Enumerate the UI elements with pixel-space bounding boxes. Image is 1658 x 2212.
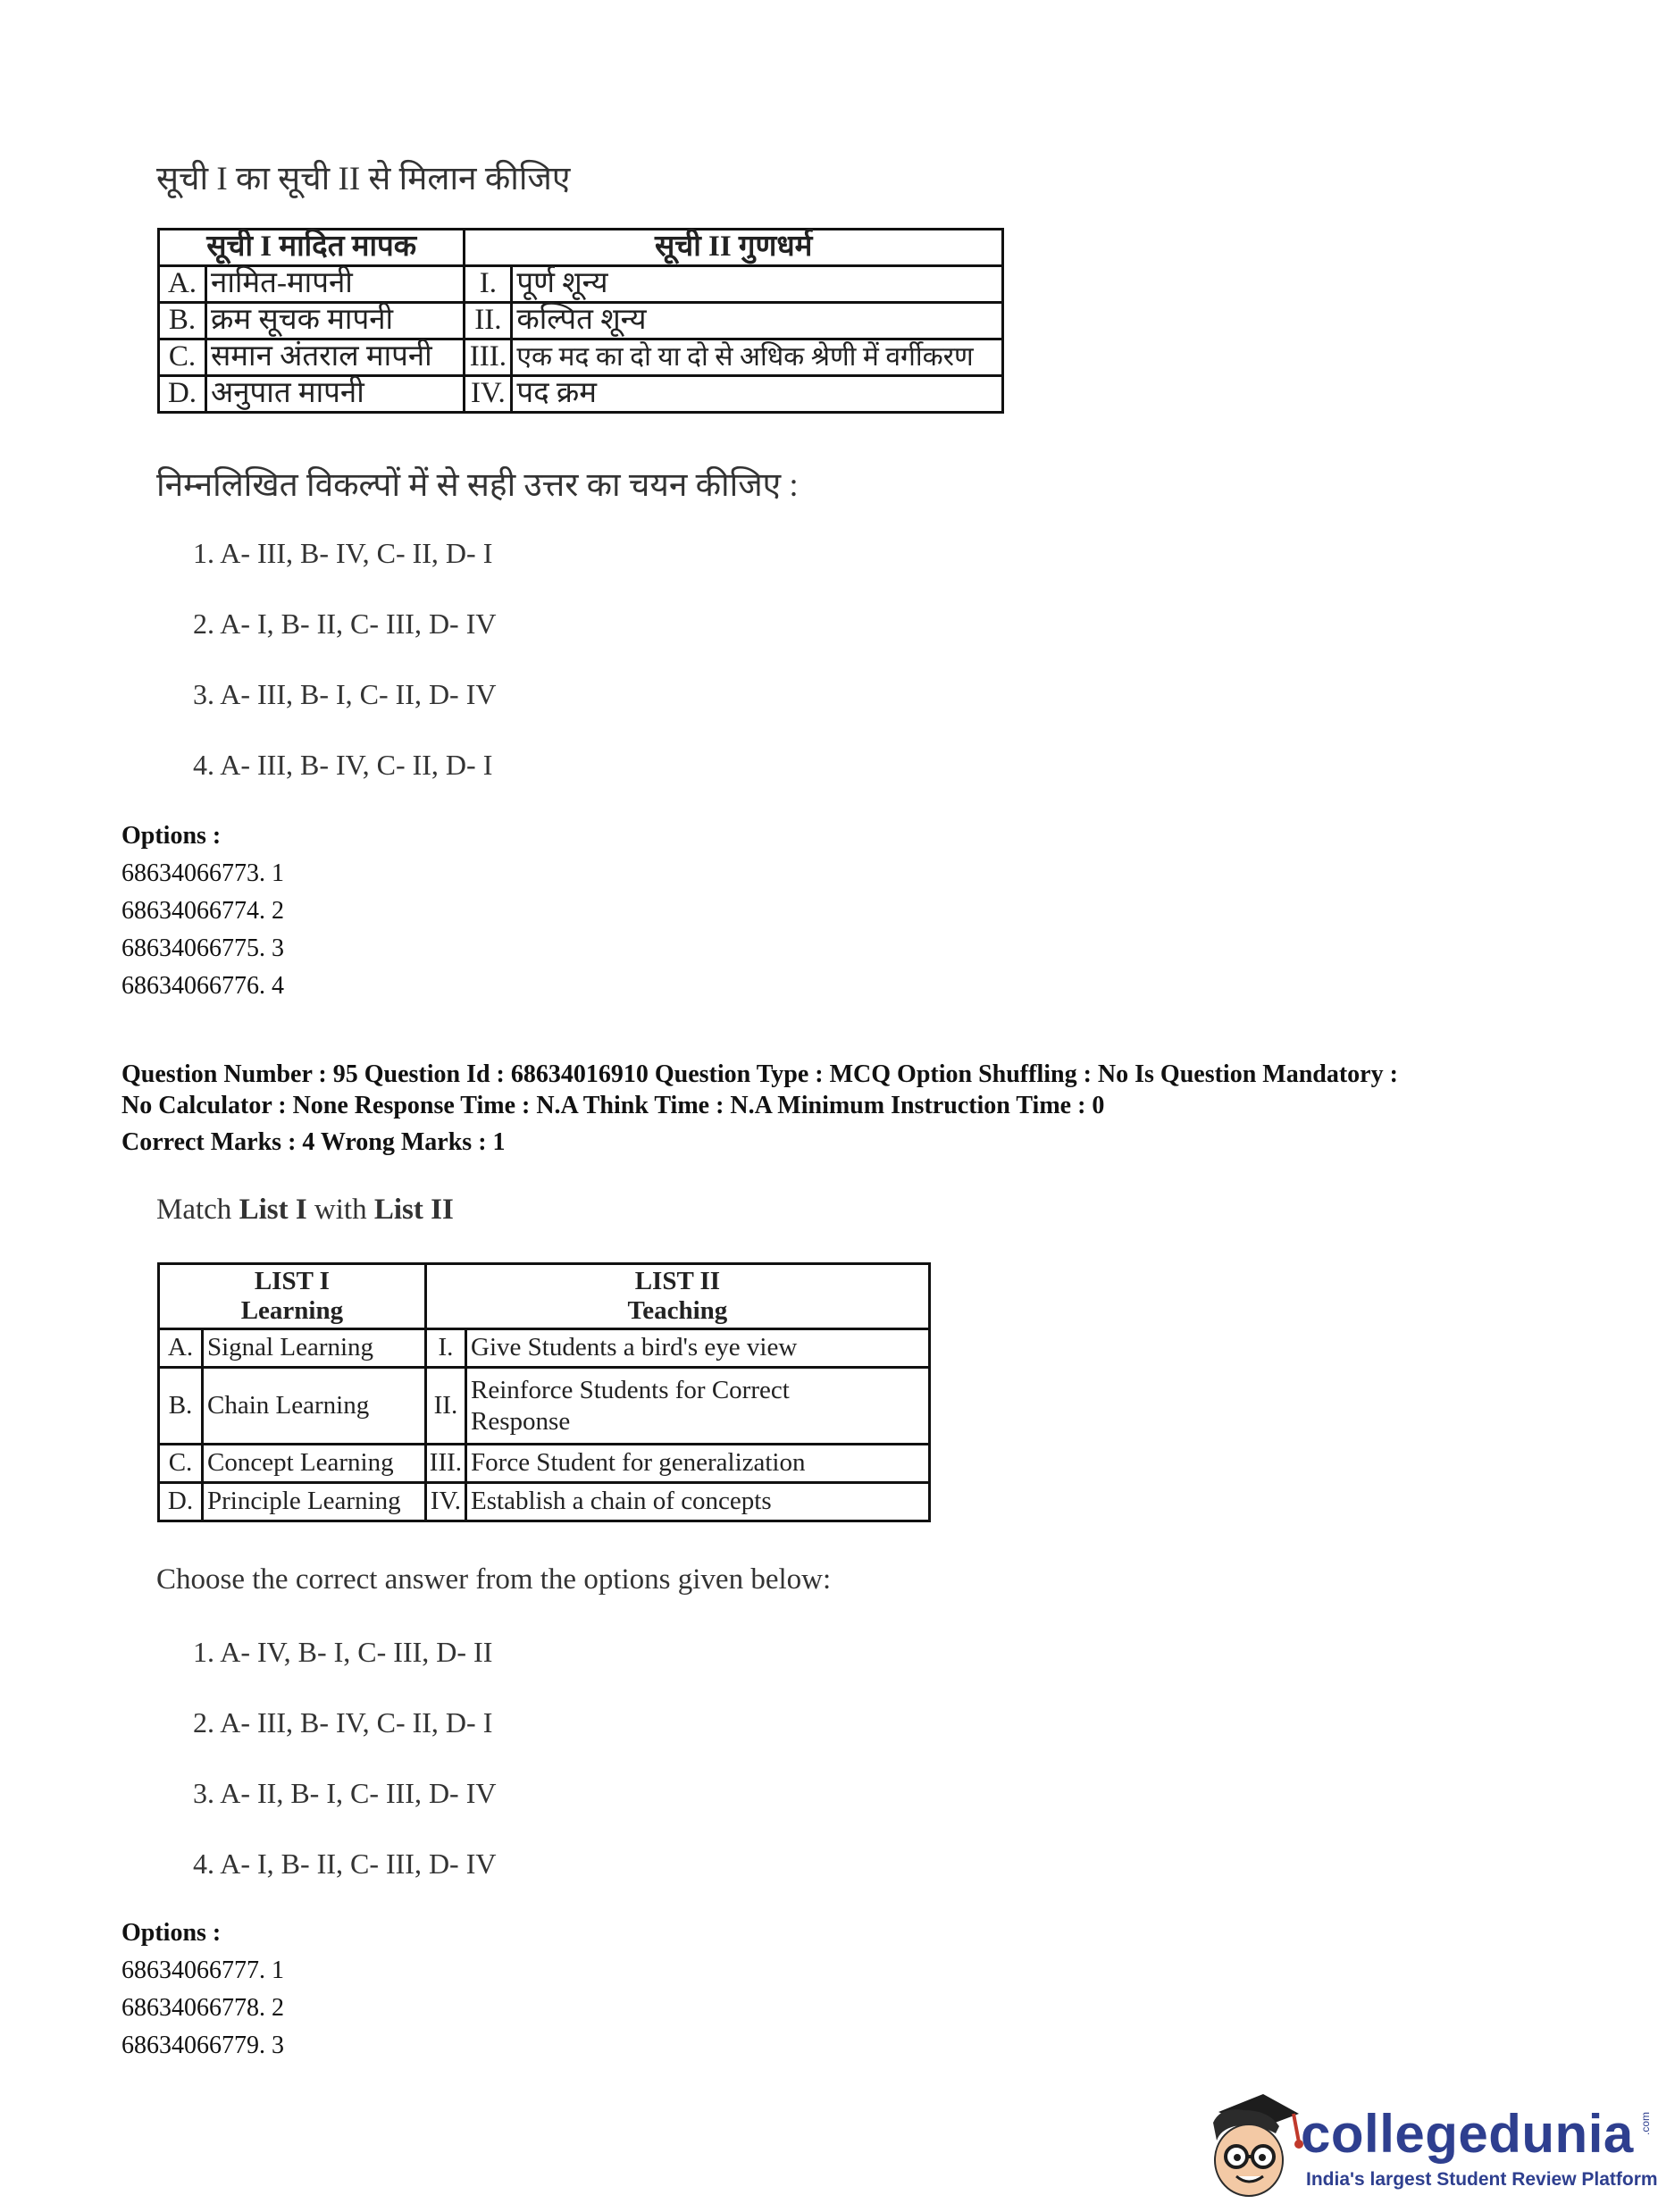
row-right: Give Students a bird's eye view [466,1329,930,1368]
q95-choices [193,1617,496,1899]
choice-item: 4. A- III, B- IV, C- II, D- I [193,749,493,781]
q95-list2-header [425,1264,929,1329]
row-index: II. [465,303,512,339]
table-row [159,1483,930,1521]
q95-options [121,1915,284,2065]
row-left: Principle Learning [203,1483,426,1521]
meta-line: Question Number : 95 Question Id : 68634016910 Question Type : MCQ Option Shuffling : No Is Question Mandatory : [121,1060,1398,1088]
option-item: 68634066779. 3 [121,2032,284,2059]
row-index: I. [465,266,512,303]
table-row [159,1329,930,1368]
q95-prompt: Choose the correct answer from the options given below: [156,1563,832,1596]
q95-metadata [121,1059,1622,1158]
logo-tagline: India's largest Student Review Platform [1306,2169,1658,2190]
row-index: I. [425,1329,465,1368]
options-heading: Options : [121,822,222,850]
row-left: Signal Learning [203,1329,426,1368]
intro-text: Match [156,1194,239,1226]
row-left: क्रम सूचक मापनी [206,303,465,339]
option-item: 68634066774. 2 [121,897,284,925]
row-left: समान अंतराल मापनी [206,339,465,376]
q94-prompt: निम्नलिखित विकल्पों में से सही उत्तर का चयन कीजिए : [156,467,799,504]
row-left: नामित-मापनी [206,266,465,303]
q95-match-table [157,1262,931,1522]
q94-intro: सूची I का सूची II से मिलान कीजिए [156,161,571,197]
header-line: LIST II [634,1266,721,1295]
choice-item: 4. A- I, B- II, C- III, D- IV [193,1848,497,1880]
option-item: 68634066776. 4 [121,972,284,1000]
choice-item: 2. A- III, B- IV, C- II, D- I [193,1706,493,1739]
intro-list1: List I [239,1194,307,1226]
table-row [159,376,1003,413]
table-row [159,339,1003,376]
row-left: Chain Learning [203,1368,426,1445]
choice-item: 1. A- III, B- IV, C- II, D- I [193,537,493,569]
header-line: LIST I [254,1266,330,1295]
q94-match-table [157,228,1004,414]
student-mascot-icon [1193,2087,1310,2203]
option-item: 68634066777. 1 [121,1956,284,1984]
q94-list1-header: सूची I मादित मापक [159,230,465,266]
meta-line: No Calculator : None Response Time : N.A Think Time : N.A Minimum Instruction Time : 0 [121,1092,1105,1119]
intro-text: with [306,1194,374,1226]
row-index: IV. [425,1483,465,1521]
row-label: D. [159,1483,203,1521]
header-line: Learning [240,1296,344,1325]
row-right: एक मद का दो या दो से अधिक श्रेणी में वर्गीकरण [512,339,1003,376]
header-line: Teaching [627,1296,728,1325]
meta-line: Correct Marks : 4 Wrong Marks : 1 [121,1128,506,1156]
row-index: IV. [465,376,512,413]
row-left: Concept Learning [203,1445,426,1483]
row-right: पद क्रम [512,376,1003,413]
q94-choices [193,518,496,800]
intro-list2: List II [373,1194,454,1226]
row-index: III. [425,1445,465,1483]
row-label: A. [159,266,206,303]
row-right: Force Student for generalization [466,1445,930,1483]
table-row [159,303,1003,339]
row-index: II. [425,1368,465,1445]
choice-item: 1. A- IV, B- I, C- III, D- II [193,1636,493,1668]
choice-item: 3. A- III, B- I, C- II, D- IV [193,678,497,710]
option-item: 68634066775. 3 [121,934,284,962]
q94-list2-header: सूची II गुणधर्म [465,230,1003,266]
options-heading: Options : [121,1919,222,1947]
row-left: अनुपात मापनी [206,376,465,413]
q95-list1-header [159,1264,426,1329]
row-right: Reinforce Students for Correct Response [466,1368,930,1445]
collegedunia-logo [1193,2087,1658,2203]
row-label: C. [159,1445,203,1483]
row-label: D. [159,376,206,413]
row-label: B. [159,303,206,339]
row-label: B. [159,1368,203,1445]
option-item: 68634066778. 2 [121,1994,284,2022]
row-label: A. [159,1329,203,1368]
row-right: कल्पित शून्य [512,303,1003,339]
q95-intro [156,1194,454,1227]
row-label: C. [159,339,206,376]
row-right: पूर्ण शून्य [512,266,1003,303]
q94-options [121,817,284,1005]
choice-item: 2. A- I, B- II, C- III, D- IV [193,607,497,640]
table-row [159,1368,930,1445]
row-index: III. [465,339,512,376]
choice-item: 3. A- II, B- I, C- III, D- IV [193,1777,497,1809]
row-right: Establish a chain of concepts [466,1483,930,1521]
table-row [159,266,1003,303]
logo-wordmark: collegedunia [1301,2104,1634,2164]
logo-tld: .com [1638,2111,1652,2136]
option-item: 68634066773. 1 [121,859,284,887]
table-row [159,1445,930,1483]
